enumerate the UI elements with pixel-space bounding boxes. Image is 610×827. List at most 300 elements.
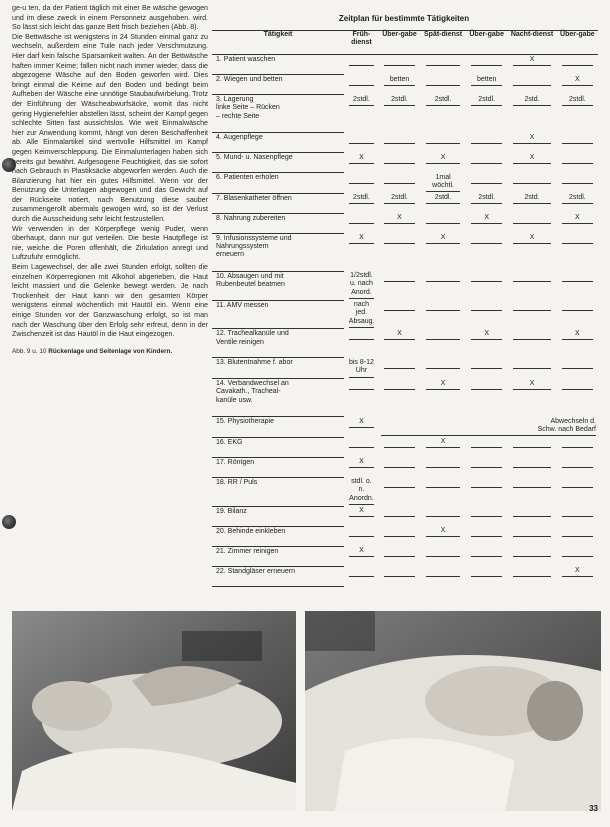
schedule-cell-value — [384, 174, 415, 184]
schedule-cell-value — [562, 174, 593, 184]
schedule-cell-value: X — [471, 214, 502, 224]
schedule-cell-value — [471, 134, 502, 144]
table-row — [212, 358, 598, 379]
schedule-cell-value — [426, 214, 460, 224]
schedule-cell-value: X — [513, 154, 550, 164]
body-text-column — [12, 4, 208, 356]
task-cell: 16. EKG — [212, 437, 344, 457]
table-row — [212, 75, 598, 95]
task-cell: 5. Mund- u. Nasenpflege — [212, 153, 344, 173]
schedule-cell — [466, 75, 507, 95]
schedule-cell-value — [426, 458, 460, 468]
schedule-cell-value: 2stdl. — [471, 194, 502, 204]
schedule-cell-value: X — [513, 380, 550, 390]
schedule-cell — [557, 566, 598, 586]
schedule-cell-value: X — [562, 567, 593, 577]
schedule-cell-value: X — [349, 458, 374, 468]
paragraph-4: Beim Lagewechsel, der alle zwei Stunden erfolgt, sollten die einzelnen Körperregionen mit Alkohol abgerieben, die Haut leicht massiert und die Gelenke bewegt werden. Je nach Trockenheit der Haut kann wir den gesamten Körper wenigstens einmal wöchentlich mit Hautöl ein. Wenn eine einige Stunden vor der Ganzwaschung erfolgt, so ist man nach der Waschung über den Erfolg sehr erfreut, denn in der Zwischenzeit ist das Hautöl in die Haut eingezogen. — [12, 263, 208, 339]
task-cell: 15. Physiotherapie — [212, 417, 344, 438]
schedule-cell — [379, 546, 420, 566]
schedule-cell-value: betten — [384, 76, 415, 86]
schedule-cell-value — [562, 507, 593, 517]
paragraph-3: Wir verwenden in der Körperpflege wenig Puder, wenn überhaupt, dann nur gut verteilen. Die beste Hautpflege ist nie, weiche die Poren offenhält, die Zirkulation anregt und Luftzufuhr ermöglicht. — [12, 224, 208, 262]
schedule-cell — [557, 213, 598, 233]
schedule-cell — [557, 55, 598, 75]
schedule-cell-value — [513, 458, 550, 468]
schedule-cell — [507, 477, 556, 506]
schedule-cell-value: 1/2stdl. u. nach Anord. — [349, 272, 374, 299]
schedule-cell-value — [349, 56, 374, 66]
schedule-cell — [507, 133, 556, 153]
schedule-cell-value — [513, 438, 550, 448]
schedule-cell-value — [426, 507, 460, 517]
table-row — [212, 153, 598, 173]
schedule-cell-value — [471, 174, 502, 184]
schedule-cell-value — [513, 527, 550, 537]
schedule-cell-value — [384, 380, 415, 390]
schedule-cell-value: X — [562, 76, 593, 86]
schedule-cell-value — [562, 380, 593, 390]
schedule-cell-value — [349, 134, 374, 144]
schedule-cell-value — [471, 56, 502, 66]
schedule-cell — [420, 55, 466, 75]
schedule-cell — [420, 506, 466, 526]
schedule-cell — [344, 477, 379, 506]
schedule-cell — [344, 153, 379, 173]
schedule-cell-value — [384, 547, 415, 557]
schedule-cell-value — [471, 301, 502, 311]
schedule-cell-value: 2stdl. — [384, 96, 415, 106]
table-row — [212, 437, 598, 457]
schedule-table — [212, 30, 598, 587]
schedule-cell — [344, 506, 379, 526]
task-cell: 7. Blasenkatheter öffnen — [212, 193, 344, 213]
schedule-cell — [466, 379, 507, 417]
schedule-cell-value: X — [513, 234, 550, 244]
schedule-cell-value: bis 8-12 Uhr — [349, 359, 374, 378]
schedule-cell — [466, 95, 507, 133]
schedule-cell — [507, 213, 556, 233]
schedule-cell-value: 2stdl. — [426, 194, 460, 204]
schedule-cell — [507, 437, 556, 457]
schedule-cell — [466, 153, 507, 173]
task-cell: 8. Nahrung zubereiten — [212, 213, 344, 233]
task-cell: 13. Blutentnahme f. abor — [212, 358, 344, 379]
figure-caption — [12, 348, 208, 357]
schedule-cell — [466, 173, 507, 194]
schedule-cell — [344, 233, 379, 271]
table-row — [212, 506, 598, 526]
schedule-cell — [344, 358, 379, 379]
schedule-cell-value — [426, 272, 460, 282]
schedule-cell-value — [562, 458, 593, 468]
schedule-cell — [344, 546, 379, 566]
table-row — [212, 417, 598, 438]
schedule-cell-value: X — [426, 527, 460, 537]
schedule-cell-value — [426, 359, 460, 369]
schedule-cell — [344, 133, 379, 153]
schedule-cell — [466, 526, 507, 546]
schedule-cell-value: X — [471, 330, 502, 340]
schedule-cell-value — [349, 174, 374, 184]
schedule-cell — [344, 457, 379, 477]
schedule-cell — [344, 329, 379, 358]
schedule-cell — [507, 457, 556, 477]
schedule-cell — [420, 153, 466, 173]
schedule-cell-value: X — [384, 330, 415, 340]
schedule-cell — [379, 213, 420, 233]
schedule-cell — [557, 506, 598, 526]
schedule-cell — [466, 55, 507, 75]
schedule-cell-value: 2stdl. — [349, 96, 374, 106]
schedule-cell-value — [513, 547, 550, 557]
task-cell: 19. Bilanz — [212, 506, 344, 526]
schedule-cell — [557, 457, 598, 477]
schedule-cell — [557, 526, 598, 546]
schedule-cell — [507, 55, 556, 75]
photo-left-image — [12, 611, 296, 811]
schedule-cell — [379, 193, 420, 213]
schedule-cell-value — [349, 214, 374, 224]
schedule-cell-value: X — [384, 214, 415, 224]
schedule-cell — [420, 437, 466, 457]
schedule-cell — [466, 233, 507, 271]
schedule-cell-value — [426, 567, 460, 577]
header-col-3: Spät-dienst — [420, 30, 466, 55]
schedule-note-text: Abwechseln d. Schw. nach Bedarf — [381, 418, 596, 437]
schedule-cell — [557, 153, 598, 173]
schedule-cell-value — [471, 507, 502, 517]
schedule-cell — [379, 55, 420, 75]
schedule-cell-value — [426, 547, 460, 557]
schedule-cell — [344, 526, 379, 546]
schedule-cell — [344, 173, 379, 194]
schedule-cell — [420, 566, 466, 586]
schedule-cell — [507, 153, 556, 173]
schedule-cell — [507, 75, 556, 95]
schedule-cell-value — [384, 527, 415, 537]
schedule-cell — [420, 358, 466, 379]
table-row — [212, 233, 598, 271]
schedule-cell-value: X — [513, 134, 550, 144]
table-row — [212, 95, 598, 133]
schedule-cell — [420, 95, 466, 133]
schedule-cell — [420, 457, 466, 477]
schedule-cell-value — [384, 478, 415, 488]
schedule-cell-value: 2stdl. — [349, 194, 374, 204]
schedule-cell — [379, 506, 420, 526]
schedule-cell — [344, 55, 379, 75]
schedule-cell — [507, 329, 556, 358]
schedule-cell — [379, 95, 420, 133]
schedule-cell-value — [513, 567, 550, 577]
schedule-cell — [379, 566, 420, 586]
schedule-cell — [557, 300, 598, 329]
schedule-cell — [507, 95, 556, 133]
schedule-cell — [557, 271, 598, 300]
schedule-cell — [420, 546, 466, 566]
task-cell: 12. Trachealkanüle und Ventile reinigen — [212, 329, 344, 358]
schedule-cell-value — [426, 56, 460, 66]
paragraph-1: ge-u ten, da der Patient täglich mit einer Be wäsche gewogen und im diese zweck in einem Personnetz ausgehoben. wird. So lässt sich leicht das ganze Bett frisch beziehen (Abb. 8). — [12, 4, 208, 32]
header-col-5: Nacht-dienst — [507, 30, 556, 55]
schedule-note — [379, 417, 598, 438]
table-row — [212, 55, 598, 75]
schedule-cell-value: X — [349, 418, 374, 428]
schedule-cell — [507, 546, 556, 566]
schedule-cell-value — [471, 478, 502, 488]
caption-label: Abb. 9 u. 10 — [12, 347, 47, 355]
schedule-cell — [466, 437, 507, 457]
schedule-cell-value — [349, 330, 374, 340]
schedule-cell — [507, 233, 556, 271]
table-row — [212, 546, 598, 566]
schedule-cell-value — [384, 234, 415, 244]
schedule-cell — [344, 213, 379, 233]
schedule-cell-value — [471, 567, 502, 577]
schedule-cell-value — [513, 507, 550, 517]
schedule-cell — [557, 75, 598, 95]
header-task: Tätigkeit — [212, 30, 344, 55]
schedule-cell-value: 1mal wöchtl. — [426, 174, 460, 193]
schedule-cell-value: X — [426, 154, 460, 164]
schedule-cell-value — [562, 478, 593, 488]
paragraph-2: Die Bettwäsche ist wenigstens in 24 Stunden einmal ganz zu wechseln, außerdem eine Tuile nach jeder Verschmutzung. Hier darf kein falsche Sparsamkeit walten. An der Bettwäsche haften immer Keime; fallen nicht nach immer wieder, dass die abgezogene Wäsche auf den Boden geworfen wird. Dies bringt einmal die Keime auf den Boden und bedingt beim Aufheben der Wäsche eine unnötige Staubaufwirbelung. Trotz der Einführung der Wäscheabwurfsäcke, womit das nicht gering Hygienefehler abstellen lässt, scheint der Kampf gegen schlechte Sitten fast aussichtslos. Wie weit Einmalwäsche hier zur Anwendung kommt, hängt von deren Beschaffenheit ab. Alle Einmalartikel sind wertvolle Hilfsmittel im Kampf gegen Keimverschleppung. Die Einmalunterlagen haben sich bereits gut bewährt. Aufgesogene Feuchtigkeit, das sie sofort nach Gebrauch in Plastiksäcke abgeworfen werden. Auch die Bilanzierung hat hier ein gutes Hilfsmittel. Wenn vor der Benutzung die Unterlagen abgewogen und das Gewicht auf der Rückseite notiert, nach Benutzung diese sauber zusammengerollt abermals gewogen wird, so ist der Verlust durch die Ausscheidung sehr leicht festzustellen. — [12, 32, 208, 224]
schedule-cell — [507, 193, 556, 213]
schedule-cell-value — [471, 438, 502, 448]
schedule-cell — [557, 173, 598, 194]
schedule-cell-value — [471, 359, 502, 369]
schedule-cell — [420, 379, 466, 417]
schedule-cell-value — [562, 154, 593, 164]
schedule-cell-value — [471, 272, 502, 282]
schedule-cell — [466, 457, 507, 477]
schedule-cell — [344, 193, 379, 213]
table-row — [212, 193, 598, 213]
schedule-cell-value — [562, 134, 593, 144]
schedule-cell — [507, 379, 556, 417]
schedule-cell — [557, 233, 598, 271]
table-row — [212, 213, 598, 233]
schedule-cell-value — [349, 567, 374, 577]
schedule-cell — [466, 506, 507, 526]
schedule-cell — [344, 300, 379, 329]
schedule-cell-value — [471, 234, 502, 244]
schedule-cell — [379, 173, 420, 194]
schedule-cell-value — [513, 330, 550, 340]
schedule-cell — [420, 213, 466, 233]
table-row — [212, 300, 598, 329]
schedule-cell — [557, 546, 598, 566]
schedule-cell-value: X — [349, 154, 374, 164]
task-cell: 21. Zimmer reinigen — [212, 546, 344, 566]
task-cell: 9. Infusionssysteme und Nahrungssystem erneuern — [212, 233, 344, 271]
schedule-cell-value: betten — [471, 76, 502, 86]
schedule-cell-value — [513, 272, 550, 282]
schedule-cell — [379, 437, 420, 457]
schedule-cell — [557, 437, 598, 457]
task-cell: 2. Wiegen und betten — [212, 75, 344, 95]
schedule-cell — [507, 300, 556, 329]
schedule-cell — [420, 133, 466, 153]
schedule-cell-value — [471, 527, 502, 537]
task-cell: 3. Lagerung linke Seite – Rücken – rechte Seite — [212, 95, 344, 133]
schedule-cell-value: X — [349, 507, 374, 517]
task-cell: 1. Patient waschen — [212, 55, 344, 75]
schedule-cell — [379, 300, 420, 329]
schedule-cell — [379, 75, 420, 95]
task-cell: 11. AMV messen — [212, 300, 344, 329]
schedule-cell-value — [562, 272, 593, 282]
header-col-1: Früh-dienst — [344, 30, 379, 55]
schedule-cell — [420, 477, 466, 506]
schedule-cell — [507, 173, 556, 194]
schedule-cell — [379, 526, 420, 546]
schedule-cell-value — [384, 154, 415, 164]
schedule-cell — [344, 95, 379, 133]
schedule-cell — [344, 379, 379, 417]
schedule-cell — [557, 477, 598, 506]
schedule-cell-value: 2std. — [513, 194, 550, 204]
task-cell: 4. Augenpflege — [212, 133, 344, 153]
schedule-cell — [379, 358, 420, 379]
photo-right-image — [305, 611, 601, 811]
schedule-cell-value — [384, 56, 415, 66]
schedule-cell-value — [562, 301, 593, 311]
schedule-cell-value — [384, 272, 415, 282]
photo-patient-lateral — [305, 611, 601, 811]
schedule-cell — [379, 271, 420, 300]
schedule-cell-value: 2stdl. — [471, 96, 502, 106]
schedule-cell-value — [384, 438, 415, 448]
schedule-cell-value: X — [349, 547, 374, 557]
schedule-cell-value — [384, 567, 415, 577]
table-title: Zeitplan für bestimmte Tätigkeiten — [338, 14, 470, 23]
schedule-cell-value: X — [426, 380, 460, 390]
schedule-cell — [466, 329, 507, 358]
schedule-cell-value — [349, 438, 374, 448]
schedule-cell-value: X — [426, 438, 460, 448]
schedule-cell-value — [513, 214, 550, 224]
header-col-4: Über-gabe — [466, 30, 507, 55]
schedule-cell-value — [513, 174, 550, 184]
table-row — [212, 477, 598, 506]
task-cell: 6. Patienten erholen — [212, 173, 344, 194]
schedule-cell-value: stdl. o. n. Anordn. — [349, 478, 374, 505]
header-col-6: Über-gabe — [557, 30, 598, 55]
photo-patient-supine — [12, 611, 296, 811]
schedule-cell-value — [349, 527, 374, 537]
schedule-cell-value — [471, 547, 502, 557]
schedule-cell — [466, 358, 507, 379]
schedule-cell-value — [562, 527, 593, 537]
table-row — [212, 271, 598, 300]
schedule-cell-value — [562, 56, 593, 66]
schedule-cell — [466, 546, 507, 566]
schedule-cell — [466, 133, 507, 153]
schedule-cell-value — [513, 76, 550, 86]
schedule-cell-value: X — [513, 56, 550, 66]
schedule-cell-value — [426, 134, 460, 144]
schedule-cell — [420, 233, 466, 271]
task-cell: 18. RR / Puls — [212, 477, 344, 506]
schedule-cell-value — [562, 359, 593, 369]
schedule-cell-value — [562, 234, 593, 244]
task-cell: 14. Verbandwechsel an Cavakath., Tracheal- kanüle usw. — [212, 379, 344, 417]
table-row — [212, 329, 598, 358]
table-row — [212, 566, 598, 586]
schedule-cell-value — [426, 301, 460, 311]
schedule-cell — [379, 133, 420, 153]
schedule-cell — [466, 213, 507, 233]
schedule-cell-value — [513, 301, 550, 311]
schedule-cell — [420, 193, 466, 213]
schedule-cell — [466, 193, 507, 213]
schedule-cell-value: 2stdl. — [384, 194, 415, 204]
table-row — [212, 133, 598, 153]
schedule-cell-value — [384, 134, 415, 144]
schedule-cell — [507, 566, 556, 586]
schedule-cell — [557, 379, 598, 417]
schedule-cell — [557, 329, 598, 358]
table-row — [212, 379, 598, 417]
table-header-row — [212, 30, 598, 55]
table-row — [212, 457, 598, 477]
schedule-cell — [557, 95, 598, 133]
schedule-cell — [466, 300, 507, 329]
task-cell: 20. Behinde einkleben — [212, 526, 344, 546]
schedule-cell-value — [426, 330, 460, 340]
schedule-cell-value: X — [349, 234, 374, 244]
table-body — [212, 55, 598, 587]
schedule-cell — [466, 477, 507, 506]
schedule-cell — [420, 526, 466, 546]
schedule-cell-value — [349, 380, 374, 390]
schedule-cell-value — [426, 478, 460, 488]
schedule-cell-value — [349, 76, 374, 86]
schedule-cell — [420, 271, 466, 300]
caption-text: Rückenlage und Seitenlage von Kindern. — [48, 347, 173, 355]
schedule-cell-value: 2stdl. — [426, 96, 460, 106]
schedule-cell — [420, 173, 466, 194]
schedule-cell-value — [562, 438, 593, 448]
schedule-cell — [420, 75, 466, 95]
schedule-cell-value — [471, 458, 502, 468]
schedule-cell-value: X — [426, 234, 460, 244]
schedule-cell-value — [513, 478, 550, 488]
schedule-cell — [557, 193, 598, 213]
schedule-cell — [557, 358, 598, 379]
binder-hole-bottom — [2, 515, 16, 529]
page-number: 33 — [589, 804, 598, 813]
schedule-cell — [344, 271, 379, 300]
schedule-cell — [379, 477, 420, 506]
schedule-cell — [344, 566, 379, 586]
schedule-cell — [557, 133, 598, 153]
schedule-cell — [379, 153, 420, 173]
schedule-cell — [507, 358, 556, 379]
schedule-cell — [466, 566, 507, 586]
task-cell: 17. Röntgen — [212, 457, 344, 477]
schedule-cell-value — [384, 359, 415, 369]
header-col-2: Über-gabe — [379, 30, 420, 55]
schedule-cell-value: nach jed. Absaug. — [349, 301, 374, 328]
schedule-cell-value — [384, 507, 415, 517]
task-cell: 10. Absaugen und mit Rubenbeutel beatmen — [212, 271, 344, 300]
schedule-cell — [507, 506, 556, 526]
schedule-cell — [507, 271, 556, 300]
table-row — [212, 526, 598, 546]
